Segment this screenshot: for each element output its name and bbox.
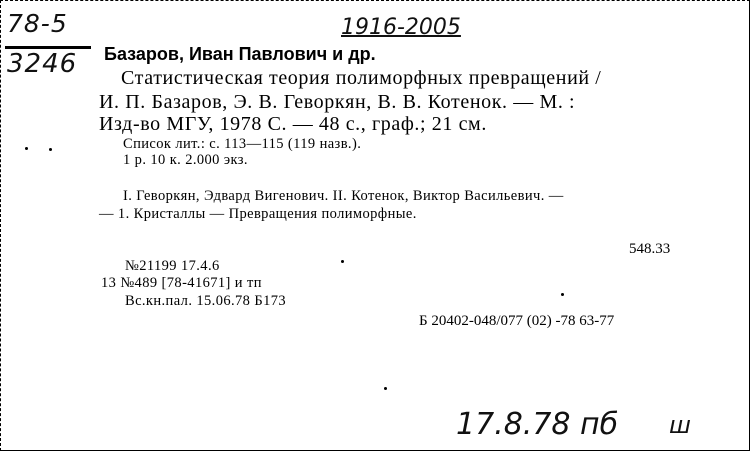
ink-speck bbox=[49, 148, 52, 151]
price-and-run: 1 р. 10 к. 2.000 экз. bbox=[123, 152, 248, 168]
classification-number: 548.33 bbox=[629, 241, 671, 257]
handwritten-top-note: 1916-2005 bbox=[341, 15, 461, 40]
inventory-line-1: №21199 17.4.6 bbox=[125, 258, 220, 274]
bibliography-note: Список лит.: с. 113—115 (119 назв.). bbox=[123, 136, 362, 152]
title-line-3: Изд-во МГУ, 1978 С. — 48 с., граф.; 21 см. bbox=[99, 113, 487, 135]
handwritten-signature: ш bbox=[669, 411, 691, 439]
ink-speck bbox=[384, 387, 387, 390]
call-number-top: 78-5 bbox=[7, 9, 68, 38]
author-heading: Базаров, Иван Павлович и др. bbox=[104, 44, 376, 64]
tracings-line-2: — 1. Кристаллы — Превращения полиморфные. bbox=[99, 206, 417, 222]
inventory-line-2: 13 №489 [78-41671] и тп bbox=[101, 275, 262, 291]
tracings-line-1: I. Геворкян, Эдвард Вигенович. II. Котенок, Виктор Васильевич. — bbox=[123, 188, 564, 204]
inventory-line-3: Вс.кн.пал. 15.06.78 Б173 bbox=[125, 293, 287, 309]
title-line-1: Статистическая теория полиморфных превращений / bbox=[121, 67, 602, 89]
ink-speck bbox=[561, 293, 564, 296]
handwritten-date: 17.8.78 пб bbox=[456, 407, 619, 442]
call-number-bottom: 3246 bbox=[7, 49, 78, 79]
publisher-price-code: Б 20402-048/077 (02) -78 63-77 bbox=[419, 313, 615, 329]
ink-speck bbox=[341, 260, 344, 263]
title-line-2: И. П. Базаров, Э. В. Геворкян, В. В. Котенок. — М. : bbox=[99, 91, 576, 113]
ink-speck bbox=[25, 147, 28, 150]
